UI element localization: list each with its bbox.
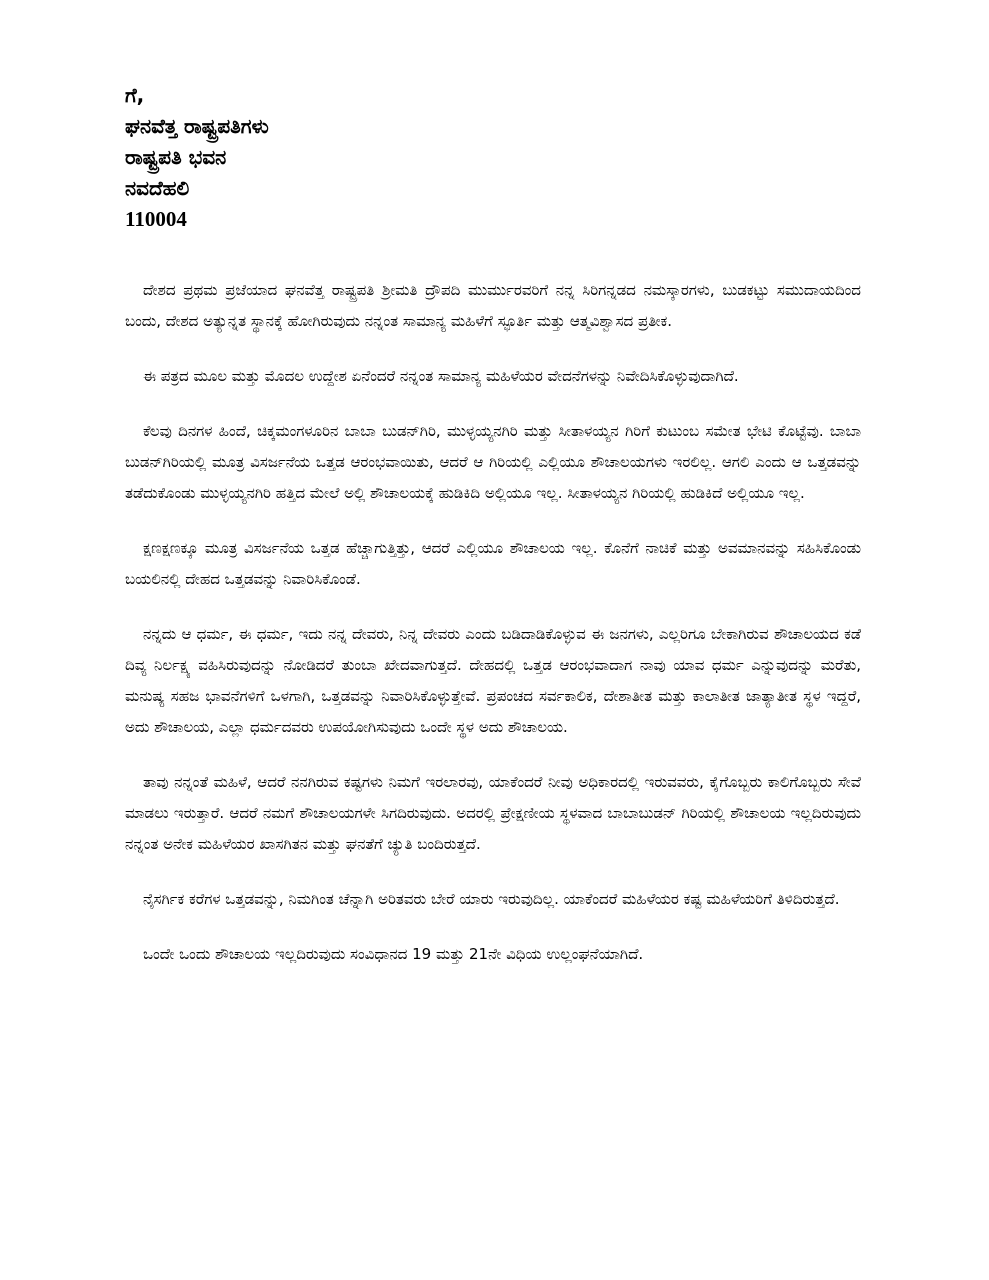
paragraph-purpose: ಈ ಪತ್ರದ ಮೂಲ ಮತ್ತು ಮೊದಲ ಉದ್ದೇಶ ಏನೆಂದರೆ ನನ್ನಂತ ಸಾಮಾನ್ಯ ಮಹಿಳೆಯರ ವೇದನೆಗಳನ್ನು ನಿವೇದಿಸಿಕೊಳ್ಳುವುದಾಗಿದೆ. — [143, 367, 739, 385]
paragraph-nature: ನೈಸರ್ಗಿಕ ಕರೆಗಳ ಒತ್ತಡವನ್ನು, ನಿಮಗಿಂತ ಚೆನ್ನಾಗಿ ಅರಿತವರು ಬೇರೆ ಯಾರು ಇರುವುದಿಲ್ಲ. ಯಾಕೆಂದರೆ ಮಹಿಳೆಯರ ಕಷ್ಟ ಮಹಿಳೆಯರಿಗೆ ತಿಳಿದಿರುತ್ತದೆ. — [143, 890, 840, 908]
paragraph-pressure: ಕ್ಷಣಕ್ಷಣಕ್ಕೂ ಮೂತ್ರ ವಿಸರ್ಜನೆಯ ಒತ್ತಡ ಹೆಚ್ಚಾಗುತ್ತಿತ್ತು, ಆದರೆ ಎಲ್ಲಿಯೂ ಶೌಚಾಲಯ ಇಲ್ಲ. ಕೊನೆಗೆ ನಾಚಿಕೆ ಮತ್ತು ಅವಮಾನವನ್ನು ಸಹಿಸಿಕೊಂಡು ಬಯಲಿನಲ್ಲಿ ದೇಹದ ಒತ್ತಡವನ್ನು ನಿವಾರಿಸಿಕೊಂಡೆ. — [125, 539, 861, 588]
salutation: ಗೆ, — [125, 83, 145, 107]
letter-body — [125, 275, 861, 994]
recipient-city: ನವದೆಹಲಿ — [125, 176, 190, 200]
recipient-title: ಘನವೆತ್ತ ರಾಷ್ಟ್ರಪತಿಗಳು — [125, 114, 269, 138]
paragraph-visit: ಕೆಲವು ದಿನಗಳ ಹಿಂದೆ, ಚಿಕ್ಕಮಂಗಳೂರಿನ ಬಾಬಾ ಬುಡನ್‌ಗಿರಿ, ಮುಳ್ಳಯ್ಯನಗಿರಿ ಮತ್ತು ಸೀತಾಳಯ್ಯನ ಗಿರಿಗೆ ಕುಟುಂಬ ಸಮೇತ ಭೇಟಿ ಕೊಟ್ಟೆವು. ಬಾಬಾ ಬುಡನ್‌ಗಿರಿಯಲ್ಲಿ ಮೂತ್ರ ವಿಸರ್ಜನೆಯ ಒತ್ತಡ ಆರಂಭವಾಯಿತು, ಆದರೆ ಆ ಗಿರಿಯಲ್ಲಿ ಎಲ್ಲಿಯೂ ಶೌಚಾಲಯಗಳು ಇರಲಿಲ್ಲ. ಆಗಲಿ ಎಂದು ಆ ಒತ್ತಡವನ್ನು ತಡೆದುಕೊಂಡು ಮುಳ್ಳಯ್ಯನಗಿರಿ ಹತ್ತಿದ ಮೇಲೆ ಅಲ್ಲಿ ಶೌಚಾಲಯಕ್ಕೆ ಹುಡಿಕಿದಿ ಅಲ್ಲಿಯೂ ಇಲ್ಲ. ಸೀತಾಳಯ್ಯನ ಗಿರಿಯಲ್ಲಿ ಹುಡಿಕಿದೆ ಅಲ್ಲಿಯೂ ಇಲ್ಲ. — [125, 422, 861, 502]
recipient-office: ರಾಷ್ಟ್ರಪತಿ ಭವನ — [125, 145, 227, 169]
paragraph-religion: ನನ್ನದು ಆ ಧರ್ಮ, ಈ ಧರ್ಮ, ಇದು ನನ್ನ ದೇವರು, ನಿನ್ನ ದೇವರು ಎಂದು ಬಡಿದಾಡಿಕೊಳ್ಳುವ ಈ ಜನಗಳು, ಎಲ್ಲರಿಗೂ ಬೇಕಾಗಿರುವ ಶೌಚಾಲಯದ ಕಡೆ ದಿವ್ಯ ನಿರ್ಲಕ್ಷ್ಯ ವಹಿಸಿರುವುದನ್ನು ನೋಡಿದರೆ ತುಂಬಾ ಖೇದವಾಗುತ್ತದೆ. ದೇಹದಲ್ಲಿ ಒತ್ತಡ ಆರಂಭವಾದಾಗ ನಾವು ಯಾವ ಧರ್ಮ ಎನ್ನುವುದನ್ನು ಮರೆತು, ಮನುಷ್ಯ ಸಹಜ ಭಾವನೆಗಳಿಗೆ ಒಳಗಾಗಿ, ಒತ್ತಡವನ್ನು ನಿವಾರಿಸಿಕೊಳ್ಳುತ್ತೇವೆ. ಪ್ರಪಂಚದ ಸರ್ವಕಾಲಿಕ, ದೇಶಾತೀತ ಮತ್ತು ಕಾಲಾತೀತ ಜಾತ್ಯಾತೀತ ಸ್ಥಳ ಇದ್ದರೆ, ಅದು ಶೌಚಾಲಯ, ಎಲ್ಲಾ ಧರ್ಮದವರು ಉಪಯೋಗಿಸುವುದು ಒಂದೇ ಸ್ಥಳ ಅದು ಶೌಚಾಲಯ. — [125, 625, 861, 736]
recipient-pincode: 110004 — [125, 207, 187, 231]
paragraph-greeting: ದೇಶದ ಪ್ರಥಮ ಪ್ರಜೆಯಾದ ಘನವೆತ್ತ ರಾಷ್ಟ್ರಪತಿ ಶ್ರೀಮತಿ ದ್ರೌಪದಿ ಮುರ್ಮುರವರಿಗೆ ನನ್ನ ಸಿರಿಗನ್ನಡದ ನಮಸ್ಕಾರಗಳು, ಬುಡಕಟ್ಟು ಸಮುದಾಯದಿಂದ ಬಂದು, ದೇಶದ ಅತ್ಯುನ್ನತ ಸ್ಥಾನಕ್ಕೆ ಹೋಗಿರುವುದು ನನ್ನಂತ ಸಾಮಾನ್ಯ ಮಹಿಳೆಗೆ ಸ್ಫೂರ್ತಿ ಮತ್ತು ಆತ್ಮವಿಶ್ವಾಸದ ಪ್ರತೀಕ. — [125, 281, 861, 330]
paragraph-appeal: ತಾವು ನನ್ನಂತೆ ಮಹಿಳೆ, ಆದರೆ ನನಗಿರುವ ಕಷ್ಟಗಳು ನಿಮಗೆ ಇರಲಾರವು, ಯಾಕೆಂದರೆ ನೀವು ಅಧಿಕಾರದಲ್ಲಿ ಇರುವವರು, ಕೈಗೊಬ್ಬರು ಕಾಲಿಗೊಬ್ಬರು ಸೇವೆ ಮಾಡಲು ಇರುತ್ತಾರೆ. ಆದರೆ ನಮಗೆ ಶೌಚಾಲಯಗಳೇ ಸಿಗದಿರುವುದು. ಅದರಲ್ಲಿ ಪ್ರೇಕ್ಷಣೀಯ ಸ್ಥಳವಾದ ಬಾಬಾಬುಡನ್ ಗಿರಿಯಲ್ಲಿ ಶೌಚಾಲಯ ಇಲ್ಲದಿರುವುದು ನನ್ನಂತ ಅನೇಕ ಮಹಿಳೆಯರ ಖಾಸಗಿತನ ಮತ್ತು ಘನತೆಗೆ ಚ್ಯುತಿ ಬಂದಿರುತ್ತದೆ. — [125, 773, 861, 853]
paragraph-constitution: ಒಂದೇ ಒಂದು ಶೌಚಾಲಯ ಇಲ್ಲದಿರುವುದು ಸಂವಿಧಾನದ 19 ಮತ್ತು 21ನೇ ವಿಧಿಯ ಉಲ್ಲಂಘನೆಯಾಗಿದೆ. — [143, 945, 644, 963]
recipient-address — [125, 80, 525, 235]
